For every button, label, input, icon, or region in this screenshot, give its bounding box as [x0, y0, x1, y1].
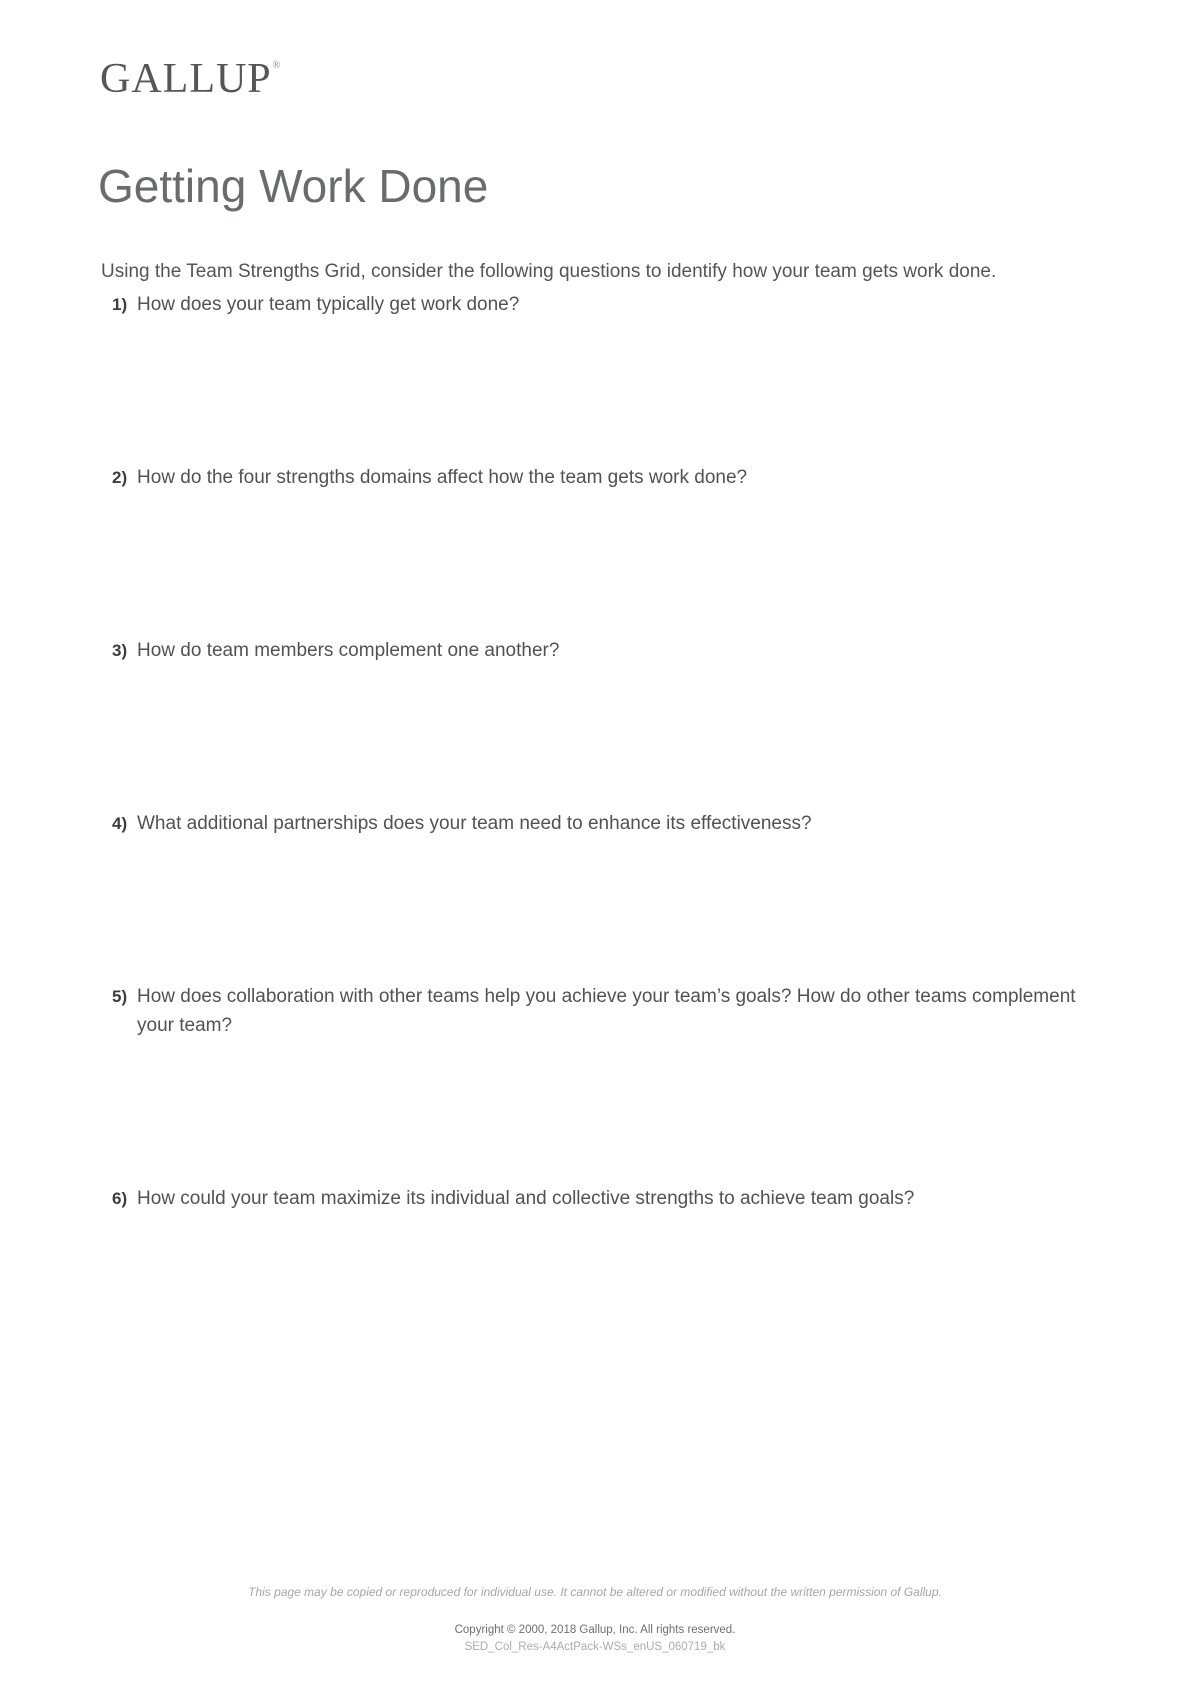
question-text: How does your team typically get work done? — [137, 294, 520, 315]
question-item-4 — [100, 809, 1100, 982]
answer-space — [137, 1213, 1100, 1323]
question-text: What additional partnerships does your team need to enhance its effectiveness? — [137, 813, 812, 834]
question-text: How does collaboration with other teams help you achieve your team’s goals? How do other teams complement your team? — [137, 986, 1076, 1036]
gallup-logo — [100, 58, 280, 100]
question-body — [137, 809, 1100, 948]
question-item-1 — [100, 290, 1100, 463]
answer-space — [137, 838, 1100, 948]
gallup-logo-text: GALLUP — [100, 56, 272, 102]
question-body — [137, 463, 1100, 602]
question-text: How do team members complement one another? — [137, 640, 560, 661]
question-item-3 — [100, 636, 1100, 809]
question-number: 6) — [112, 1189, 128, 1208]
footer-permission-note: This page may be copied or reproduced for individual use. It cannot be altered or modified without the written permission of Gallup. — [248, 1585, 942, 1599]
question-item-2 — [100, 463, 1100, 636]
question-number: 4) — [112, 814, 128, 833]
question-item-6 — [100, 1184, 1100, 1357]
question-number: 1) — [112, 295, 128, 314]
question-list — [100, 290, 1100, 1357]
answer-space — [137, 1040, 1100, 1150]
question-text: How could your team maximize its individual and collective strengths to achieve team goals? — [137, 1188, 915, 1209]
question-number: 3) — [112, 641, 128, 660]
question-item-5 — [100, 982, 1100, 1184]
page-title: Getting Work Done — [98, 160, 489, 212]
question-body — [137, 636, 1100, 775]
question-body — [137, 290, 1100, 429]
question-number: 5) — [112, 987, 128, 1006]
question-body — [137, 982, 1100, 1150]
question-number: 2) — [112, 468, 128, 487]
answer-space — [137, 319, 1100, 429]
answer-space — [137, 665, 1100, 775]
registered-trademark-icon: ® — [272, 60, 282, 71]
footer-copyright: Copyright © 2000, 2018 Gallup, Inc. All rights reserved. — [454, 1624, 736, 1636]
question-text: How do the four strengths domains affect how the team gets work done? — [137, 467, 748, 488]
answer-space — [137, 492, 1100, 602]
question-body — [137, 1184, 1100, 1323]
footer-doc-code: SED_Col_Res-A4ActPack-WSs_enUS_060719_bk — [464, 1641, 726, 1653]
intro-text: Using the Team Strengths Grid, consider the following questions to identify how your team gets work done. — [101, 261, 997, 282]
